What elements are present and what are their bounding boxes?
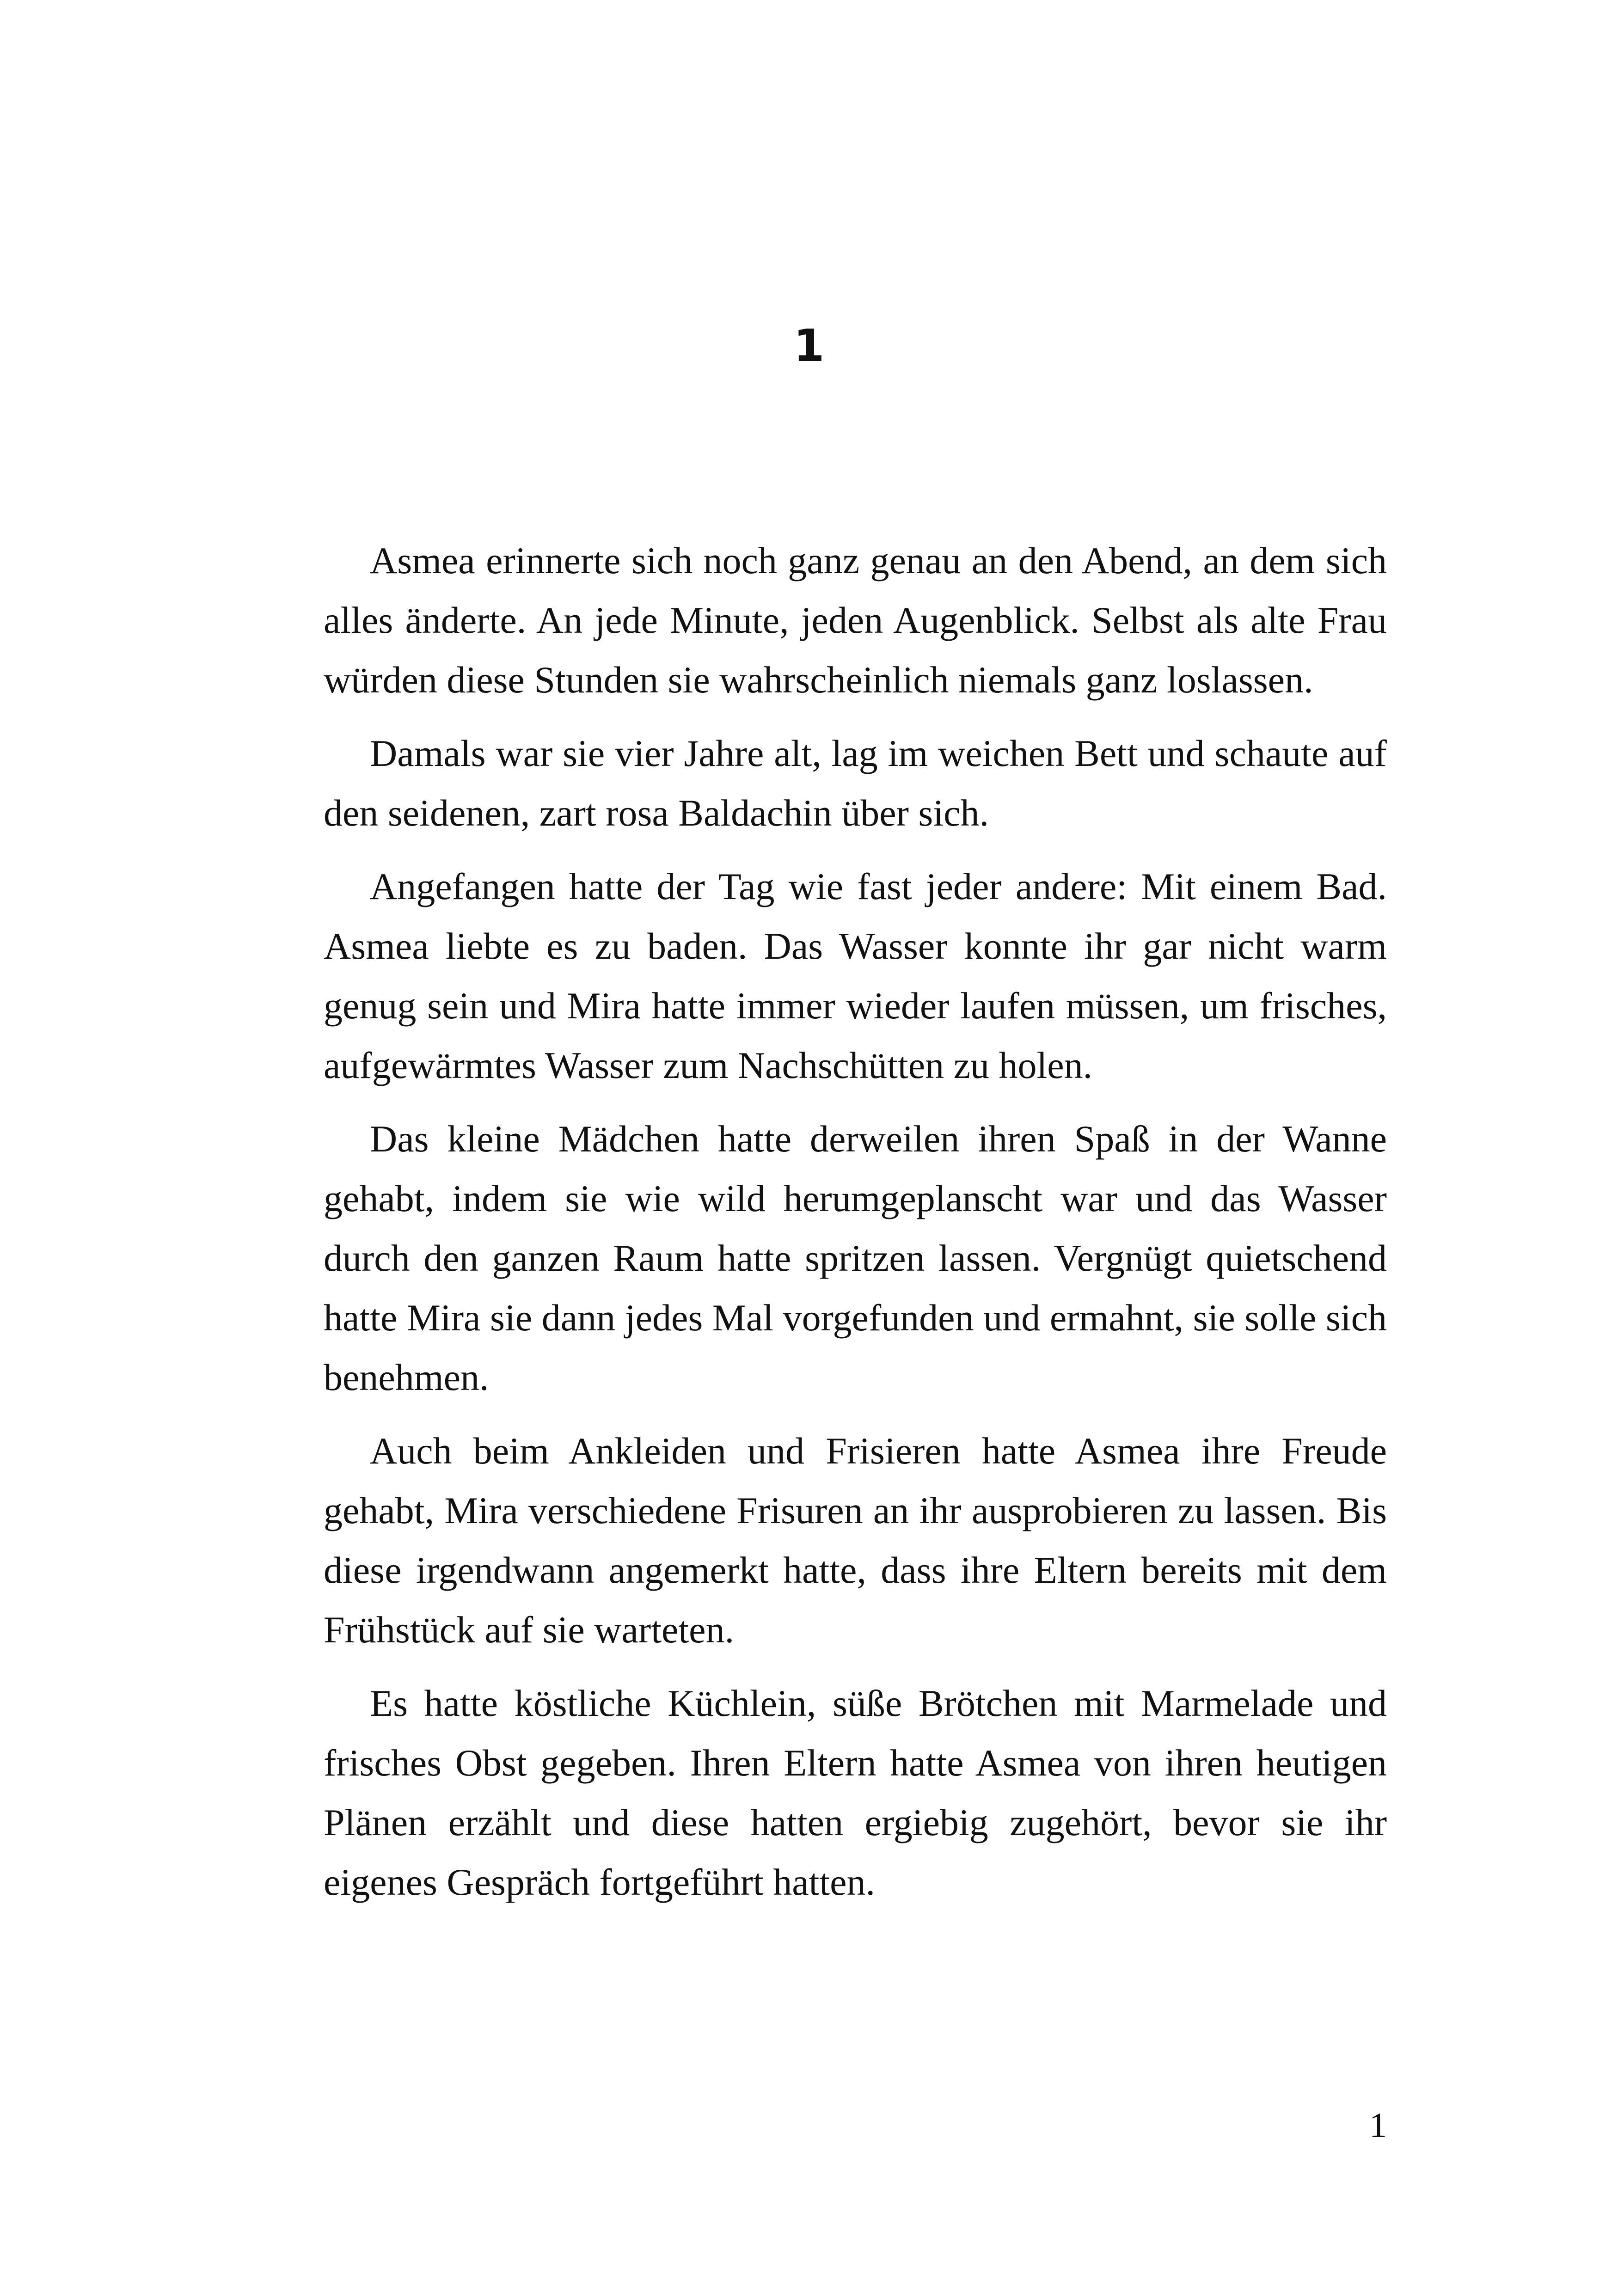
chapter-number: 1 — [793, 320, 825, 372]
paragraph: Es hatte köstliche Küchlein, süße Brötchen mit Marmelade und frisches Obst gegeben. Ihren Eltern hatte Asmea von ihren heutigen Plänen erzählt und diese hatten ergiebig zugehört, bevor sie ihr eigenes Gespräch fortgeführt hatten. — [324, 1682, 1387, 1903]
paragraph: Auch beim Ankleiden und Frisieren hatte Asmea ihre Freude gehabt, Mira verschiedene Frisuren an ihr ausprobieren zu lassen. Bis diese irgendwann angemerkt hatte, dass ihre Eltern bereits mit dem Frühstück auf sie warteten. — [324, 1430, 1387, 1651]
paragraph: Angefangen hatte der Tag wie fast jeder andere: Mit einem Bad. Asmea liebte es zu baden. Das Wasser konnte ihr gar nicht warm genug sein und Mira hatte immer wieder laufen müssen, um frisches, aufgewärmtes Wasser zum Nachschütten zu holen. — [324, 865, 1387, 1086]
chapter-body — [324, 531, 1387, 1926]
paragraph: Asmea erinnerte sich noch ganz genau an den Abend, an dem sich alles änderte. An jede Minute, jeden Augenblick. Selbst als alte Frau würden diese Stunden sie wahrscheinlich niemals ganz loslassen. — [324, 539, 1387, 701]
page-number: 1 — [1369, 2106, 1387, 2145]
paragraph: Das kleine Mädchen hatte derweilen ihren Spaß in der Wanne gehabt, indem sie wie wild herumgeplanscht war und das Wasser durch den ganzen Raum hatte spritzen lassen. Vergnügt quietschend hatte Mira sie dann jedes Mal vorgefunden und ermahnt, sie solle sich benehmen. — [324, 1118, 1387, 1398]
paragraph: Damals war sie vier Jahre alt, lag im weichen Bett und schaute auf den seidenen, zart rosa Baldachin über sich. — [324, 732, 1387, 834]
